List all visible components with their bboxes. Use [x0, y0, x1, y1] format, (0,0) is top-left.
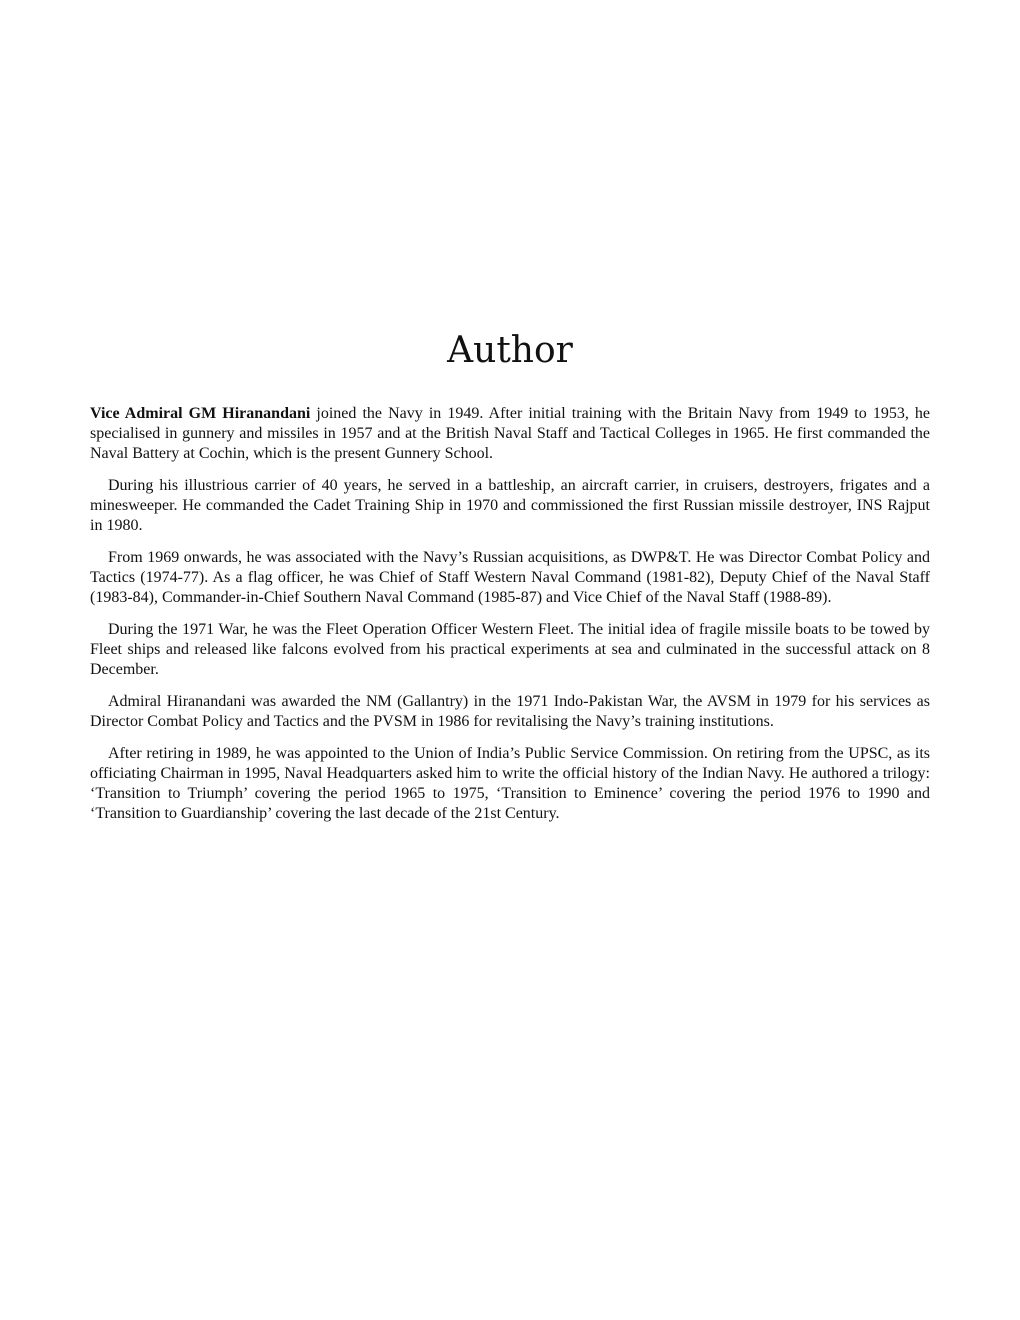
paragraph-1971-war: During the 1971 War, he was the Fleet Operation Officer Western Fleet. The initial idea of fragile missile boats to be towed by Fleet ships and released like falcons evolved from his practical experiments at sea and culminated in the successful attack on 8 December. — [90, 621, 930, 678]
paragraph-service-career: During his illustrious carrier of 40 years, he served in a battleship, an aircraft carrier, in cruisers, destroyers, frigates and a minesweeper. He commanded the Cadet Training Ship in 1970 and commissioned the first Russian missile destroyer, INS Rajput in 1980. — [90, 477, 930, 534]
paragraph-early-career-text: joined the Navy in 1949. After initial training with the Britain Navy from 1949 to 1953, he specialised in gunnery and missiles in 1957 and at the British Naval Staff and Tactical Colleges in 1965. He first commanded the Naval Battery at Cochin, which is the present Gunnery School. — [90, 405, 931, 462]
page-title: Author — [447, 330, 573, 371]
paragraph-retirement: After retiring in 1989, he was appointed to the Union of India’s Public Service Commission. On retiring from the UPSC, as its officiating Chairman in 1995, Naval Headquarters asked him to write the official history of the Indian Navy. He authored a trilogy: ‘Transition to Triumph’ covering the period 1965 to 1975, ‘Transition to Eminence’ covering the period 1976 to 1990 and ‘Transition to Guardianship’ covering the last decade of the 21st Century. — [90, 745, 930, 822]
paragraph-appointments: From 1969 onwards, he was associated with the Navy’s Russian acquisitions, as DWP&T. He was Director Combat Policy and Tactics (1974-77). As a flag officer, he was Chief of Staff Western Naval Command (1981-82), Deputy Chief of the Naval Staff (1983-84), Commander-in-Chief Southern Naval Command (1985-87) and Vice Chief of the Naval Staff (1988-89). — [90, 549, 930, 606]
paragraph-early-career — [90, 404, 930, 464]
author-biography — [90, 404, 930, 836]
author-name: Vice Admiral GM Hiranandani — [90, 405, 311, 422]
paragraph-awards: Admiral Hiranandani was awarded the NM (Gallantry) in the 1971 Indo-Pakistan War, the AVSM in 1979 for his services as Director Combat Policy and Tactics and the PVSM in 1986 for revitalising the Navy’s training institutions. — [90, 693, 930, 730]
